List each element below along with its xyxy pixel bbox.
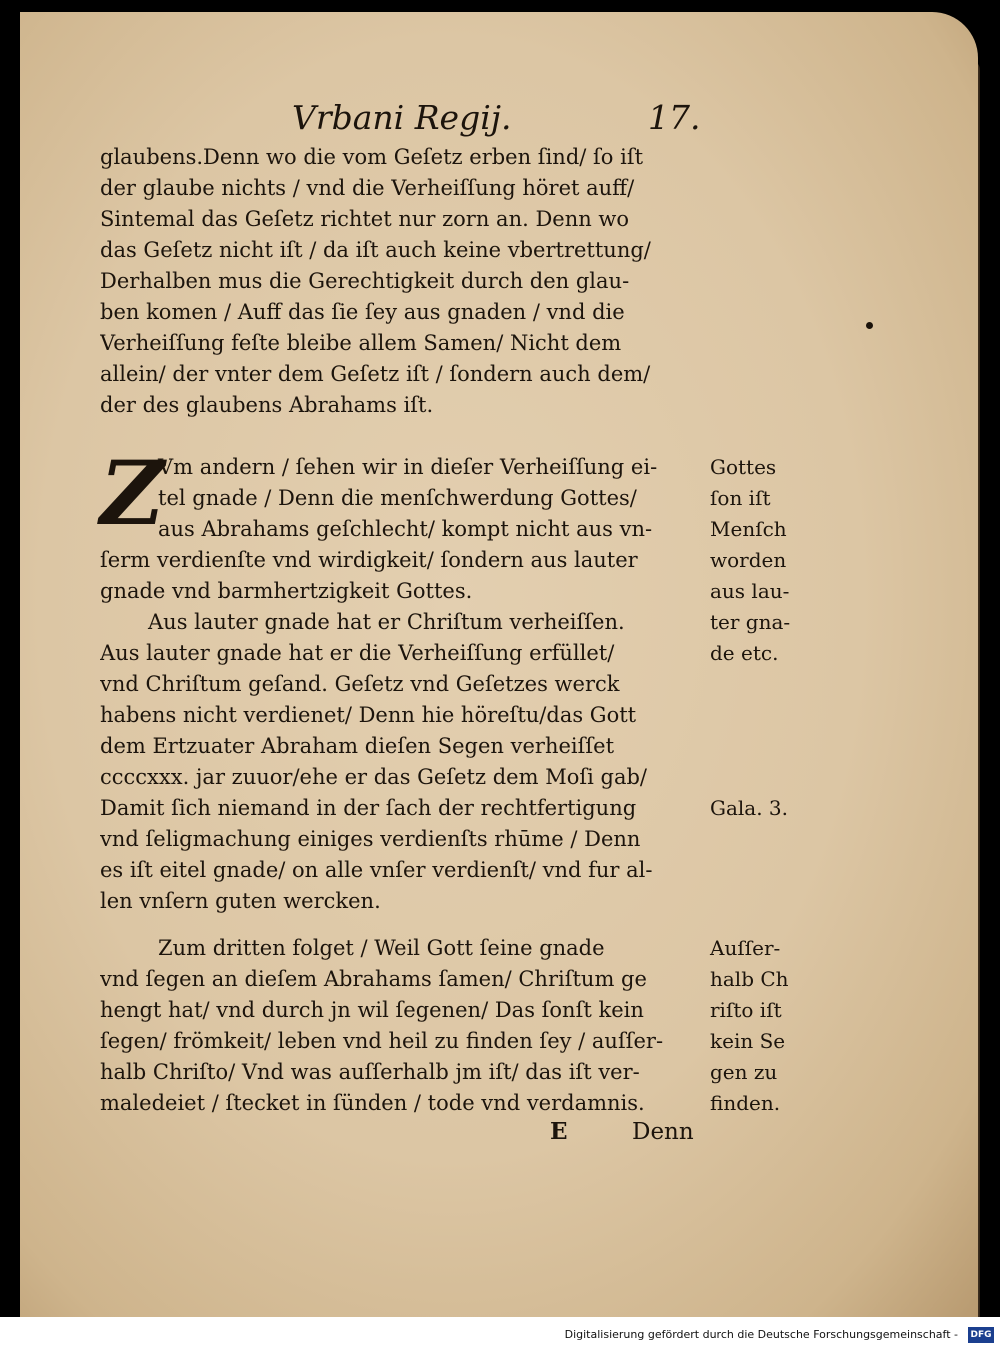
text-line: allein/ der vnter dem Geſetz iſt / ſondern auch dem/ [100,362,651,386]
margin-line: aus lau- [710,579,790,603]
text-line: Aus lauter gnade hat er Chriſtum verheiſſen. [148,610,625,634]
margin-line: Gala. 3. [710,796,789,820]
text-line: dem Ertzuater Abraham dieſen Segen verheiſſet [100,734,615,758]
margin-note-2 [710,793,820,824]
margin-line: ſon iſt [710,486,771,510]
paragraph-4 [100,933,720,1119]
text-line: Vm andern / ſehen wir in dieſer Verheiſſung ei- [158,455,658,479]
text-line: ſegen/ frömkeit/ leben vnd heil zu finden ſey / auſſer- [100,1029,664,1053]
page-number: 17. [648,98,701,137]
text-line: halb Chriſto/ Vnd was auſſerhalb jm iſt/ das iſt ver- [100,1060,640,1084]
margin-note-3 [710,933,820,1119]
paragraph-3 [100,607,720,917]
text-line: der glaube nichts / vnd die Verheiſſung höret auff/ [100,176,635,200]
text-line: gnade vnd barmhertzigkeit Gottes. [100,579,473,603]
text-line: Aus lauter gnade hat er die Verheiſſung erfüllet/ [100,641,615,665]
text-line: tel gnade / Denn die menſchwerdung Gottes/ [158,486,637,510]
text-line: das Geſetz nicht iſt / da iſt auch keine vbertrettung/ [100,238,651,262]
text-line: habens nicht verdienet/ Denn hie höreſtu/das Gott [100,703,637,727]
text-line: Sintemal das Geſetz richtet nur zorn an. Denn wo [100,207,630,231]
text-line: aus Abrahams geſchlecht/ kompt nicht aus vn- [158,517,653,541]
margin-line: de etc. [710,641,779,665]
text-line: ccccxxx. jar zuuor/ehe er das Geſetz dem Moſi gab/ [100,765,647,789]
text-line: Derhalben mus die Gerechtigkeit durch den glau- [100,269,630,293]
text-line: hengt hat/ vnd durch jn wil ſegenen/ Das ſonſt kein [100,998,644,1022]
paragraph-1 [100,142,720,421]
margin-line: finden. [710,1091,781,1115]
catchword: Denn [632,1119,694,1145]
text-line: len vnſern guten wercken. [100,889,381,913]
text-line: der des glaubens Abrahams iſt. [100,393,434,417]
text-line: Verheiſſung feſte bleibe allem Samen/ Nicht dem [100,331,622,355]
ink-speck [866,322,873,329]
margin-line: kein Se [710,1029,786,1053]
footer-credit: Digitalisierung gefördert durch die Deutsche Forschungsgemeinschaft - [559,1323,964,1347]
margin-line: halb Ch [710,967,789,991]
text-line: vnd ſegen an dieſem Abrahams ſamen/ Chriſtum ge [100,967,647,991]
text-line: ben komen / Auff das ſie ſey aus gnaden / vnd die [100,300,625,324]
text-line: vnd Chriſtum geſand. Geſetz vnd Geſetzes werck [100,672,620,696]
text-line: maledeiet / ſtecket in ſünden / tode vnd verdamnis. [100,1091,645,1115]
paragraph-2 [100,452,720,607]
text-line: glaubens.Denn wo die vom Geſetz erben ſind/ ſo iſt [100,145,644,169]
margin-line: ter gna- [710,610,791,634]
text-line: ſerm verdienſte vnd wirdigkeit/ ſondern aus lauter [100,548,638,572]
margin-note-1 [710,452,820,669]
margin-line: worden [710,548,787,572]
text-line: es iſt eitel gnade/ on alle vnſer verdienſt/ vnd fur al- [100,858,653,882]
text-line: Damit ſich niemand in der ſach der rechtfertigung [100,796,637,820]
text-line: Zum dritten folget / Weil Gott ſeine gnade [158,936,605,960]
signature-mark: E [550,1118,568,1145]
dfg-logo-icon: DFG [968,1327,994,1343]
margin-line: Menſch [710,517,787,541]
drop-capital: Z [100,441,165,545]
margin-line: riſto iſt [710,998,782,1022]
margin-line: Auſſer- [710,936,781,960]
text-line: vnd ſeligmachung einiges verdienſts rhūme / Denn [100,827,641,851]
margin-line: gen zu [710,1060,778,1084]
margin-line: Gottes [710,455,777,479]
running-head-title: Vrbani Regij. [292,98,512,137]
